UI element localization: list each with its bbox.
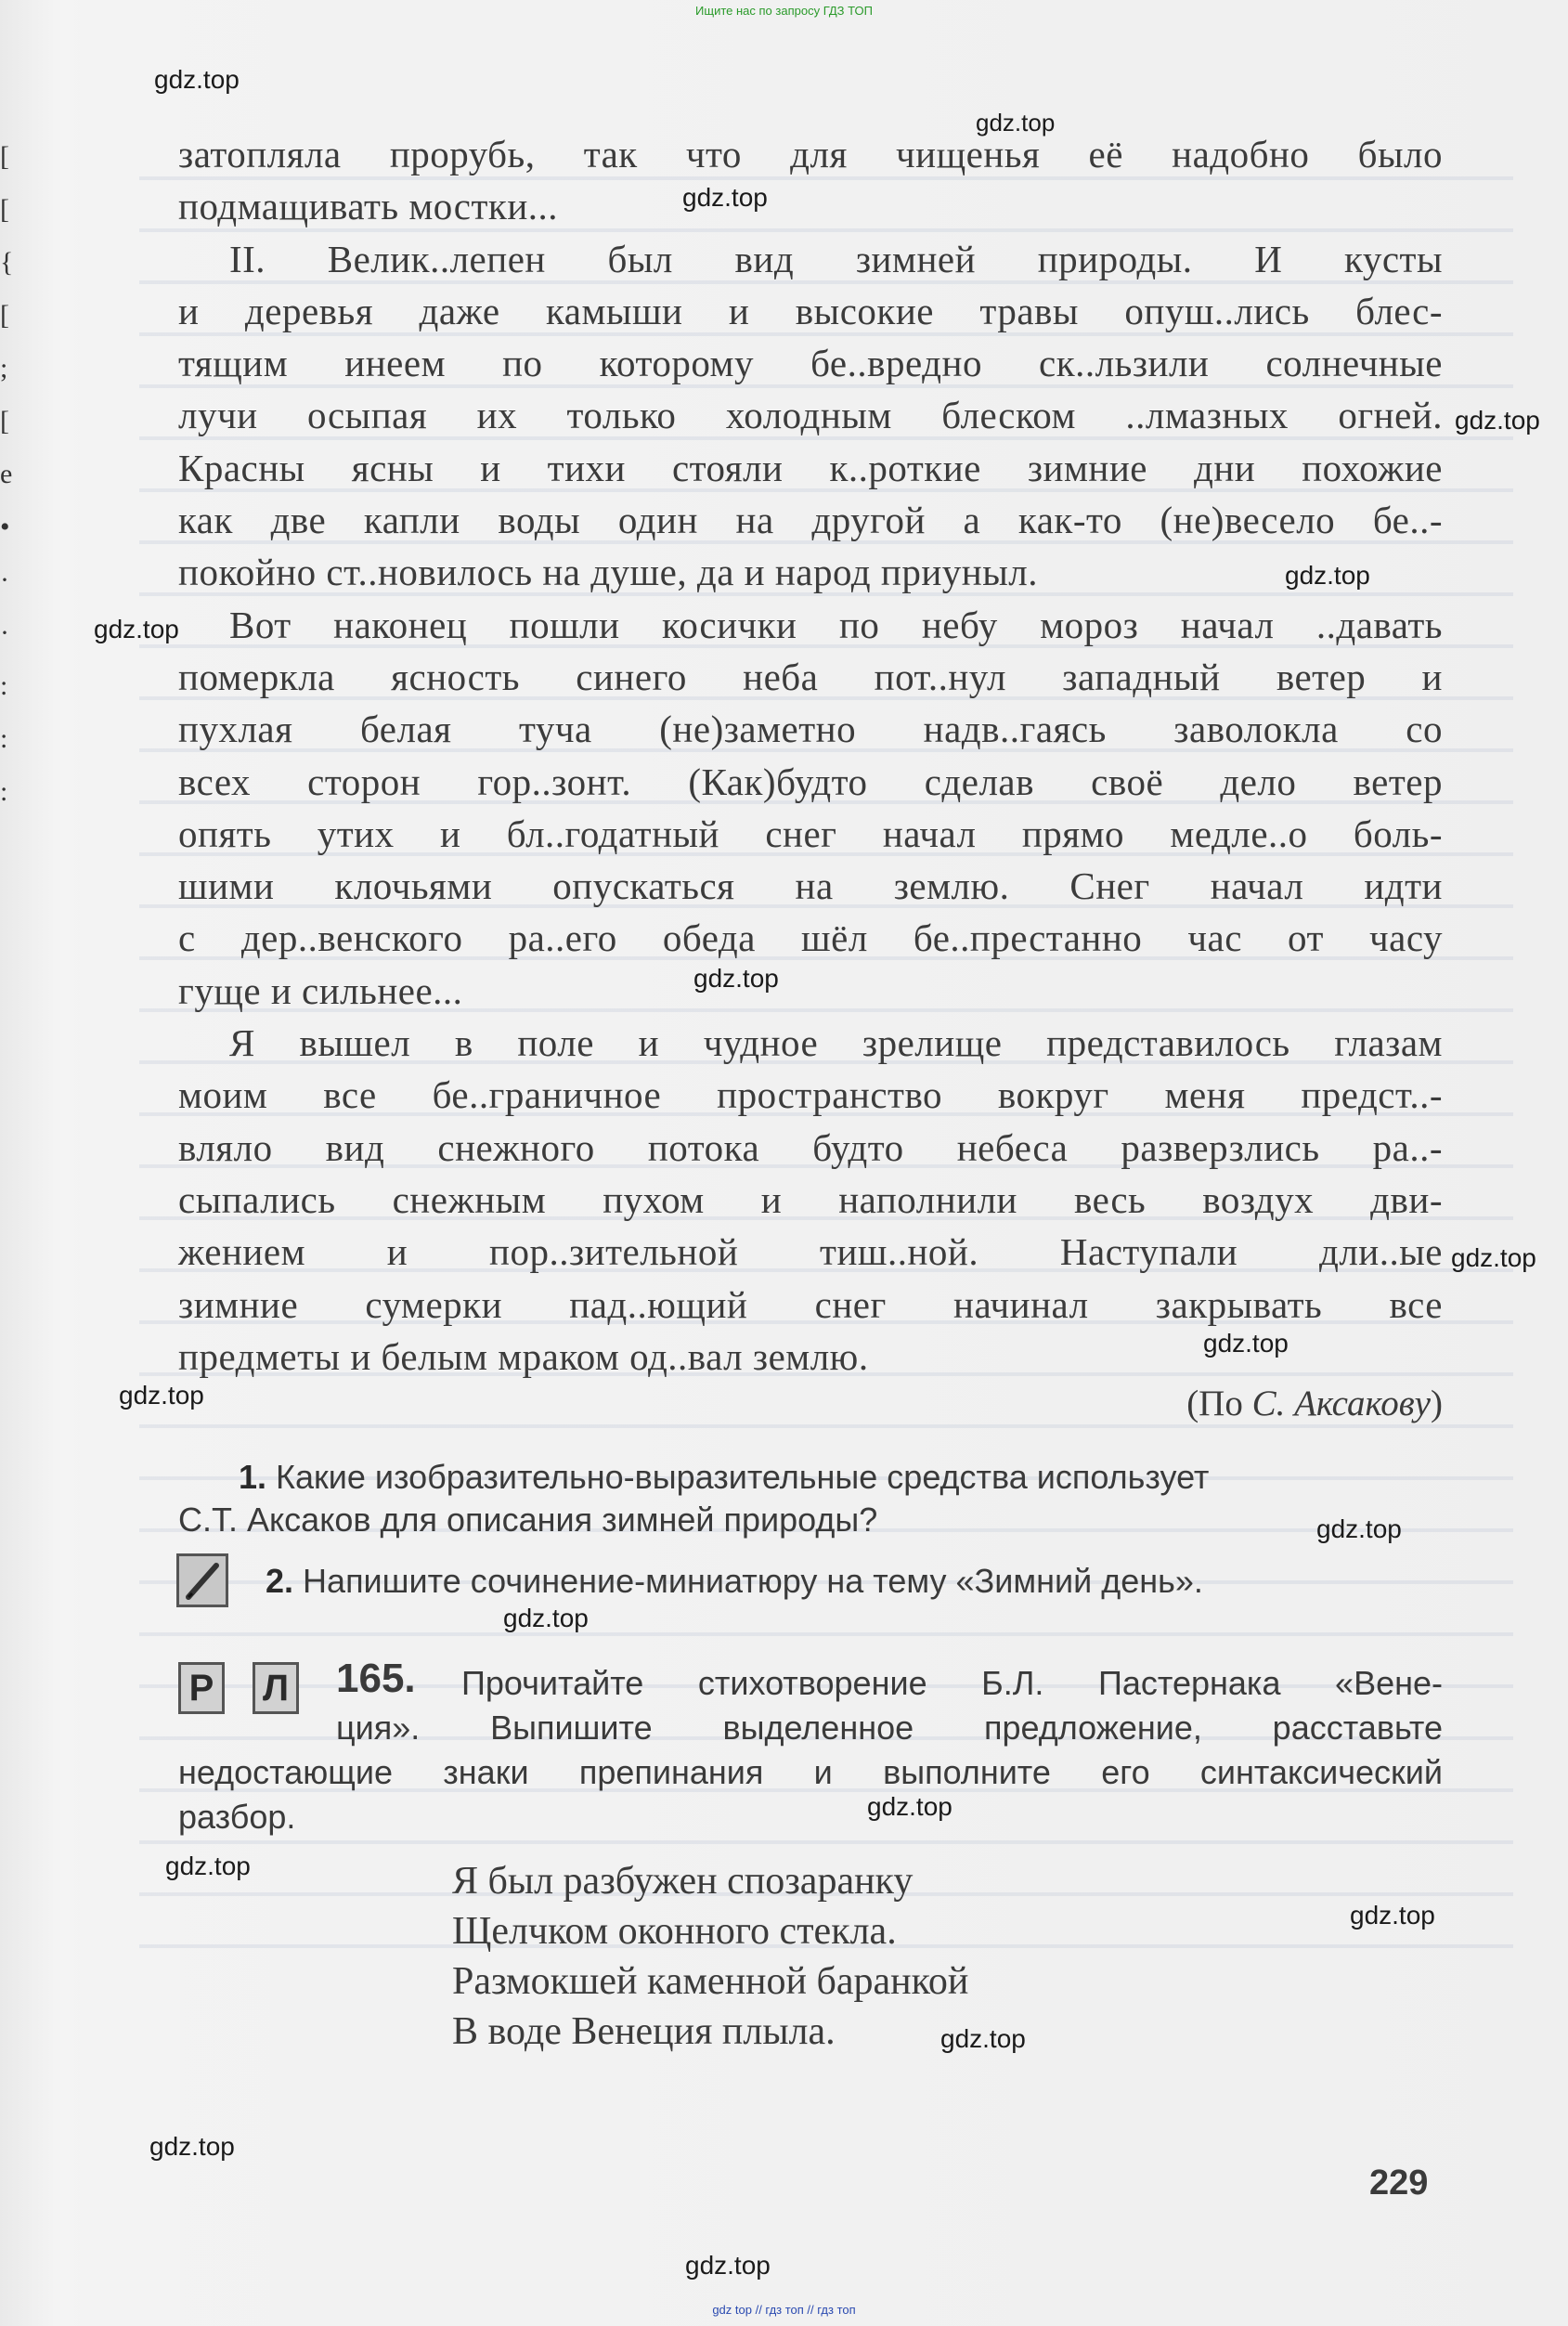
- exercise-number: 165.: [336, 1656, 416, 1701]
- question-2-number: 2.: [266, 1562, 294, 1600]
- text-line: шими клочьями опускаться на землю. Снег начал идти: [178, 864, 1443, 908]
- watermark: gdz.top: [867, 1792, 952, 1821]
- text-line: подмащивать мостки...: [178, 185, 559, 228]
- poem-line: Щелчком оконного стекла.: [452, 1910, 897, 1953]
- text-line: зимние сумерки пад..ющий снег начинал закрывать все: [178, 1282, 1443, 1326]
- text-line: гуще и сильнее...: [178, 968, 463, 1012]
- exercise-line: Прочитайте стихотворение Б.Л. Пастернака «Вене-: [461, 1664, 1443, 1702]
- watermark: gdz.top: [1350, 1901, 1435, 1930]
- watermark: gdz.top: [94, 615, 179, 643]
- margin-mark: e: [0, 459, 13, 489]
- text-line: сыпались снежным пухом и наполнили весь воздух дви-: [178, 1177, 1443, 1221]
- margin-mark: :: [0, 723, 8, 754]
- footer-watermark[interactable]: gdz top // гдз топ // гдз топ: [712, 2303, 856, 2317]
- text-line: померкла ясность синего неба пот..нул западный ветер и: [178, 655, 1443, 698]
- poem-line: В воде Венеция плыла.: [452, 2010, 836, 2053]
- text-line: опять утих и бл..годатный снег начал прямо медле..о боль-: [178, 812, 1443, 855]
- margin-mark: ;: [0, 353, 8, 383]
- margin-mark: [: [0, 194, 9, 225]
- text-line: Вот наконец пошли косички по небу мороз начал ..давать: [229, 603, 1443, 646]
- margin-mark: {: [0, 247, 14, 278]
- exercise-line: недостающие знаки препинания и выполните его синтаксический: [178, 1753, 1443, 1791]
- margin-mark: [: [0, 406, 9, 436]
- text-line: вляло вид снежного потока будто небеса разверзлись ра..-: [178, 1125, 1443, 1169]
- poem-line: Размокшей каменной баранкой: [452, 1960, 969, 2003]
- author-suffix: ): [1431, 1384, 1443, 1423]
- text-line: с дер..венского ра..его обеда шёл бе..престанно час от часу: [178, 916, 1443, 960]
- watermark: gdz.top: [165, 1852, 251, 1880]
- text-line: моим все бе..граничное пространство вокруг меня предст..-: [178, 1073, 1443, 1117]
- text-line: тящим инеем по которому бе..вредно ск..льзили солнечные: [178, 342, 1443, 385]
- poem-line: Я был разбужен спозаранку: [452, 1860, 914, 1903]
- text-line: лучи осыпая их только холодным блеском ..лмазных огней.: [178, 394, 1443, 437]
- author-attribution: [1186, 1383, 1443, 1424]
- badge-r: Р: [178, 1662, 225, 1714]
- pencil-icon: [176, 1553, 228, 1607]
- author-name: С. Аксакову: [1251, 1384, 1431, 1423]
- watermark: gdz.top: [693, 964, 779, 993]
- watermark: gdz.top: [940, 2024, 1026, 2053]
- text-line: предметы и белым мраком од..вал землю.: [178, 1334, 869, 1378]
- text-line: покойно ст..новилось на душе, да и народ приуныл.: [178, 551, 1038, 594]
- margin-mark: [: [0, 141, 9, 172]
- watermark: gdz.top: [503, 1604, 589, 1632]
- text-line: всех сторон гор..зонт. (Как)будто сделав своё дело ветер: [178, 760, 1443, 803]
- text-line: Красны ясны и тихи стояли к..роткие зимние дни похожие: [178, 446, 1443, 489]
- watermark: gdz.top: [685, 2251, 771, 2280]
- question-1-number: 1.: [239, 1458, 267, 1496]
- exercise-line: разбор.: [178, 1798, 296, 1836]
- margin-mark: [: [0, 300, 9, 331]
- text-line: Я вышел в поле и чудное зрелище представилось глазам: [229, 1021, 1443, 1065]
- main-text: [178, 128, 1443, 1383]
- text-line: затопляла прорубь, так что для чищенья её надобно было: [178, 133, 1443, 175]
- header-watermark[interactable]: Ищите нас по запросу ГДЗ ТОП: [695, 4, 873, 18]
- watermark: gdz.top: [1203, 1329, 1289, 1358]
- margin-mark: :: [0, 776, 8, 807]
- text-line: и деревья даже камыши и высокие травы опуш..лись блес-: [178, 289, 1443, 332]
- watermark: gdz.top: [1285, 561, 1370, 590]
- text-line: пухлая белая туча (не)заметно надв..гаясь заволокла со: [178, 708, 1443, 751]
- left-margin-marks: [0, 130, 19, 818]
- author-prefix: (По: [1186, 1384, 1252, 1423]
- question-2: [266, 1560, 1203, 1603]
- question-1-line-1: [239, 1456, 1209, 1499]
- margin-mark: :: [0, 670, 8, 701]
- watermark: gdz.top: [149, 2132, 235, 2161]
- question-2-text: Напишите сочинение-миниатюру на тему «Зимний день».: [303, 1562, 1203, 1600]
- watermark: gdz.top: [154, 65, 240, 94]
- text-line: как две капли воды один на другой а как-то (не)весело бе..-: [178, 499, 1443, 542]
- text-line: II. Велик..лепен был вид зимней природы. И кусты: [229, 237, 1443, 280]
- watermark: gdz.top: [1316, 1514, 1402, 1543]
- margin-mark: ·: [0, 617, 9, 648]
- margin-mark: ·: [0, 565, 9, 595]
- exercise-line: ция». Выпишите выделенное предложение, расставьте: [336, 1709, 1443, 1747]
- watermark: gdz.top: [1455, 406, 1540, 435]
- watermark: gdz.top: [1451, 1243, 1536, 1272]
- badge-l: Л: [253, 1662, 299, 1714]
- page-number: 229: [1369, 2164, 1429, 2203]
- watermark: gdz.top: [976, 109, 1056, 136]
- watermark: gdz.top: [119, 1381, 204, 1410]
- poem: [452, 1856, 968, 2057]
- text-line: жением и пор..зительной тиш..ной. Наступали дли..ые: [178, 1230, 1443, 1274]
- margin-mark: •: [0, 512, 10, 542]
- question-1-line-2: С.Т. Аксаков для описания зимней природы?: [178, 1501, 878, 1539]
- watermark: gdz.top: [682, 183, 768, 212]
- question-1-text: Какие изобразительно-выразительные средства использует: [276, 1458, 1210, 1496]
